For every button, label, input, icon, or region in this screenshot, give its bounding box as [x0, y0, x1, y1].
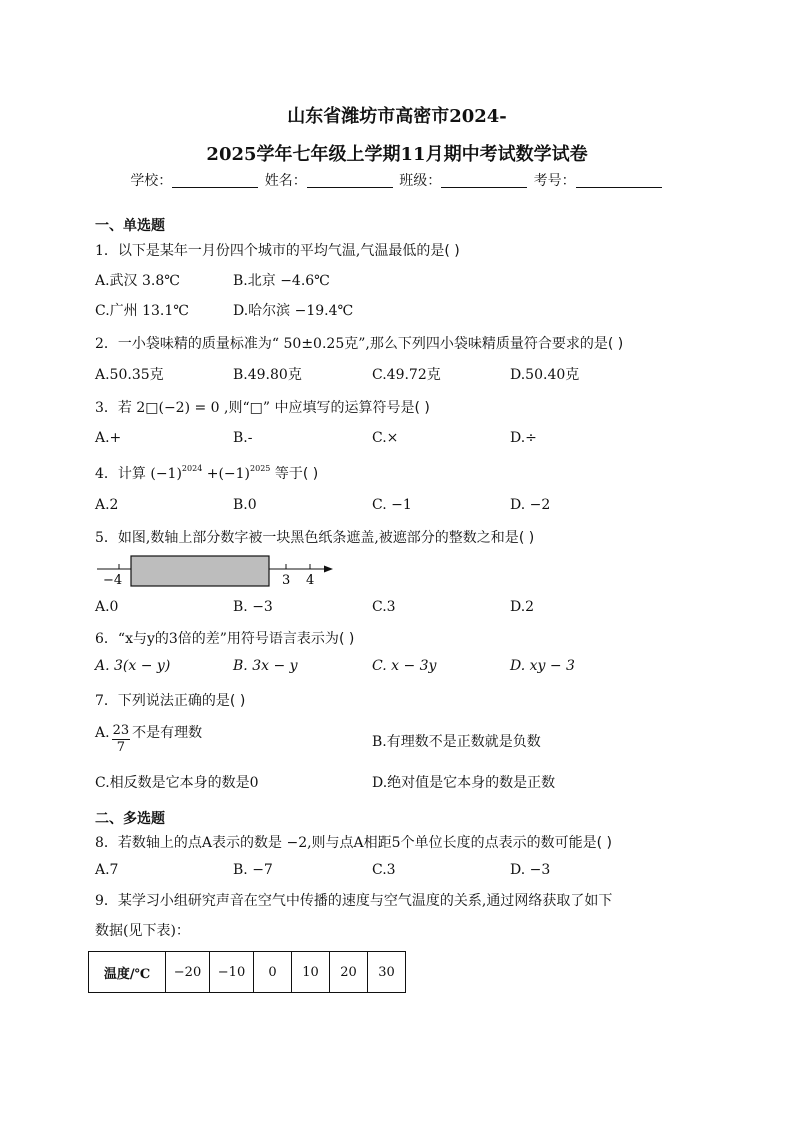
table-cell: 0	[254, 952, 292, 993]
fraction-denominator: 7	[116, 740, 125, 755]
q7-option-a[interactable]	[95, 722, 202, 756]
q8-option-d[interactable]: D. −3	[510, 862, 551, 878]
table-cell: −10	[210, 952, 254, 993]
name-label: 姓名：	[264, 173, 307, 189]
table-header-cell: 温度/℃	[89, 952, 166, 993]
label-minus-4: −4	[103, 573, 123, 588]
fraction-numerator: 23	[112, 723, 130, 738]
question-3	[95, 397, 430, 417]
question-6-paren: ( )	[338, 631, 355, 647]
q5-option-b[interactable]: B. −3	[233, 599, 273, 615]
q2-option-d[interactable]: D.50.40克	[510, 367, 580, 383]
question-1-paren: ( )	[444, 243, 460, 259]
question-9-line2: 数据(见下表)：	[95, 923, 190, 939]
question-1	[95, 240, 460, 260]
table-row	[89, 952, 406, 993]
school-label: 学校：	[130, 173, 173, 189]
q1-option-c[interactable]: C.广州 13.1℃	[95, 303, 189, 319]
section-single-choice: 一、单选题	[95, 218, 165, 234]
q7-option-d[interactable]: D.绝对值是它本身的数是正数	[372, 775, 556, 791]
class-label: 班级：	[399, 173, 442, 189]
name-blank[interactable]	[307, 173, 393, 188]
question-4-exp2: 2025	[250, 464, 271, 473]
exam-no-blank[interactable]	[576, 173, 662, 188]
label-4: 4	[306, 573, 315, 588]
q6-option-b[interactable]: B. 3x − y	[233, 658, 298, 674]
q8-option-a[interactable]: A.7	[95, 862, 119, 878]
q1-option-b[interactable]: B.北京 −4.6℃	[233, 273, 330, 289]
question-3-paren: ( )	[414, 400, 430, 416]
question-4-exp1: 2024	[181, 464, 203, 473]
question-5-text: 5．如图,数轴上部分数字被一块黑色纸条遮盖,被遮部分的整数之和是	[95, 530, 519, 546]
question-6-text: 6．“x与y的3倍的差”用符号语言表示为	[95, 631, 339, 647]
q2-option-b[interactable]: B.49.80克	[233, 367, 302, 383]
school-blank[interactable]	[172, 173, 258, 188]
q6-option-a[interactable]: A. 3(x − y)	[95, 658, 171, 674]
q6-option-c[interactable]: C. x − 3y	[372, 658, 437, 674]
q4-option-b[interactable]: B.0	[233, 497, 257, 513]
question-4-paren: ( )	[302, 466, 319, 482]
question-8-text: 8．若数轴上的点A表示的数是 −2,则与点A相距5个单位长度的点表示的数可能是	[95, 835, 597, 851]
q1-option-a[interactable]: A.武汉 3.8℃	[95, 273, 180, 289]
exam-title-line1: 山东省潍坊市高密市2024-	[287, 106, 507, 127]
question-2	[95, 333, 623, 353]
exam-title-line2: 2025学年七年级上学期11月期中考试数学试卷	[206, 144, 588, 165]
question-8	[95, 832, 612, 852]
label-3: 3	[282, 573, 291, 588]
table-cell: 20	[330, 952, 368, 993]
number-line-arrow	[324, 566, 333, 573]
question-2-paren: ( )	[607, 336, 624, 352]
q1-option-d[interactable]: D.哈尔滨 −19.4℃	[233, 303, 354, 319]
question-4	[95, 463, 318, 483]
q6-option-d[interactable]: D. xy − 3	[510, 658, 575, 674]
q2-option-a[interactable]: A.50.35克	[95, 367, 164, 383]
q4-option-d[interactable]: D. −2	[510, 497, 551, 513]
question-1-text: 1．以下是某年一月份四个城市的平均气温,气温最低的是	[95, 243, 445, 259]
q7-option-c[interactable]: C.相反数是它本身的数是0	[95, 775, 259, 791]
q4-option-c[interactable]: C. −1	[372, 497, 412, 513]
question-5-paren: ( )	[518, 530, 535, 546]
question-6	[95, 628, 354, 648]
covering-strip	[131, 556, 269, 586]
q4-option-a[interactable]: A.2	[95, 497, 119, 513]
q7-option-a-prefix: A.	[95, 725, 110, 741]
question-9-line1: 9．某学习小组研究声音在空气中传播的速度与空气温度的关系,通过网络获取了如下	[95, 893, 613, 909]
q5-option-a[interactable]: A.0	[95, 599, 119, 615]
temperature-table	[88, 951, 406, 993]
table-cell: −20	[166, 952, 210, 993]
q7-option-b[interactable]: B.有理数不是正数就是负数	[372, 734, 541, 750]
exam-no-label: 考号：	[533, 173, 576, 189]
question-4-pre: 4．计算 (−1)	[95, 466, 182, 482]
q7-option-a-suffix: 不是有理数	[132, 725, 203, 741]
question-4-mid: +(−1)	[202, 466, 251, 482]
question-8-paren: ( )	[596, 835, 612, 851]
table-cell: 30	[368, 952, 406, 993]
section-multiple-choice: 二、多选题	[95, 811, 165, 827]
q5-option-d[interactable]: D.2	[510, 599, 535, 615]
q3-option-d[interactable]: D.÷	[510, 430, 537, 446]
q8-option-b[interactable]: B. −7	[233, 862, 273, 878]
q3-option-a[interactable]: A.+	[95, 430, 122, 446]
q8-option-c[interactable]: C.3	[372, 862, 396, 878]
question-7	[95, 690, 245, 710]
q3-option-b[interactable]: B.-	[233, 430, 253, 446]
q3-option-c[interactable]: C.×	[372, 430, 399, 446]
table-cell: 10	[292, 952, 330, 993]
number-line-figure	[95, 552, 345, 592]
question-2-text: 2．一小袋味精的质量标准为“ 50±0.25克”,那么下列四小袋味精质量符合要求的是	[95, 336, 608, 352]
question-5	[95, 527, 534, 547]
fraction-23-7	[112, 723, 131, 756]
q2-option-c[interactable]: C.49.72克	[372, 367, 441, 383]
question-3-text: 3．若 2□(−2) = 0 ,则“□” 中应填写的运算符号是	[95, 400, 415, 416]
question-7-paren: ( )	[229, 693, 246, 709]
class-blank[interactable]	[441, 173, 527, 188]
question-4-post: 等于	[270, 466, 303, 482]
student-info-line	[0, 170, 794, 190]
question-7-text: 7．下列说法正确的是	[95, 693, 230, 709]
q5-option-c[interactable]: C.3	[372, 599, 396, 615]
